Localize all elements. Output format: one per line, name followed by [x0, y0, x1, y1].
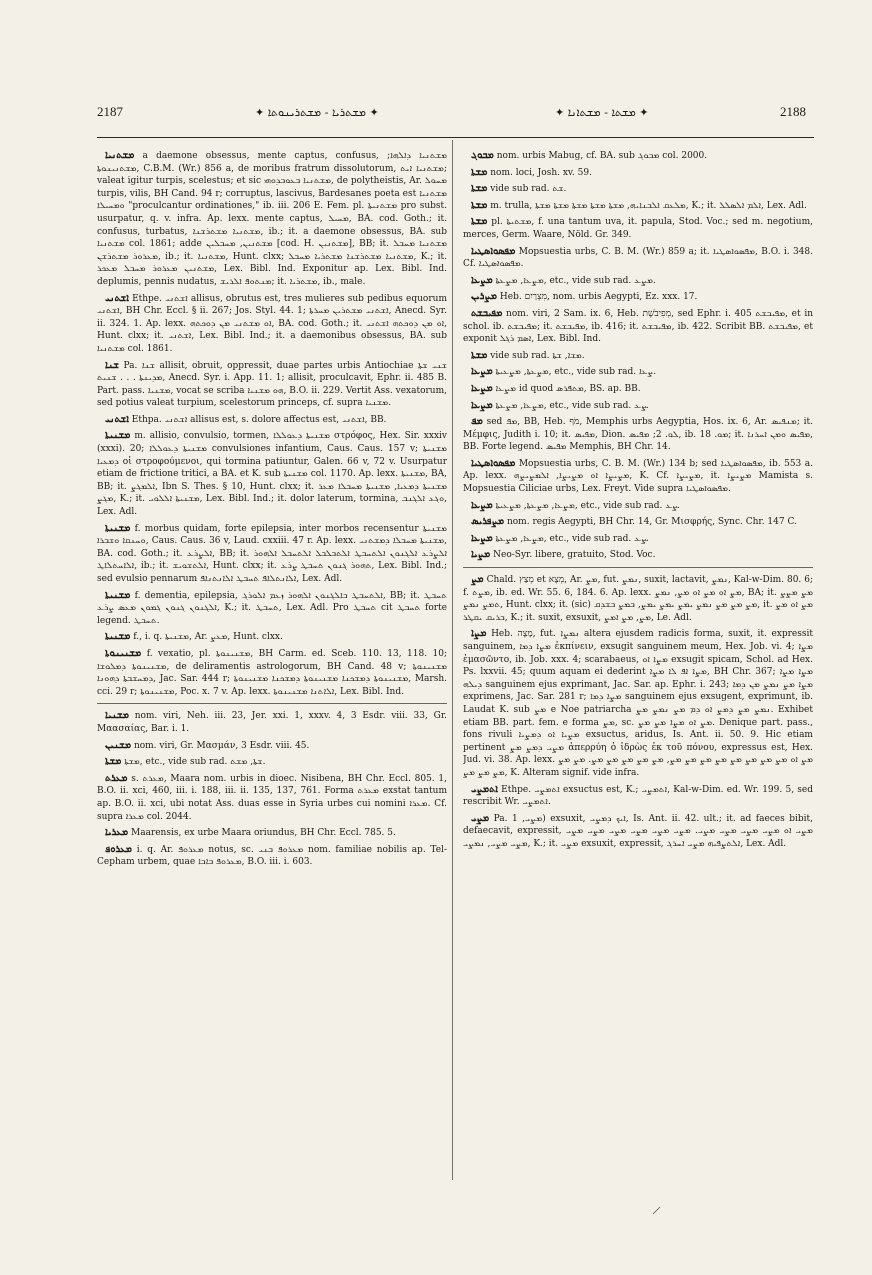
right-running-head: ✦ ܡܫܬܐ - ܡܫܬܐܢܐ ✦	[555, 106, 649, 119]
entry-definition: vide sub rad. ܫܬ.	[490, 184, 567, 195]
entry-definition: ܡܨܥܐ, ܡܨܥܬܐ, etc., vide sub rad. ܡܨܥ.	[495, 275, 656, 286]
dictionary-entry	[463, 500, 813, 513]
entry-headword: ܡܫܢܝܬܐ	[105, 589, 131, 601]
dictionary-entry	[463, 246, 813, 271]
dictionary-entry	[463, 574, 813, 624]
entry-definition: Ethpe. ܐܬܡܨܝ exsuctus est, K.; ܐܬܡܨܝ, Kal-w-Dim. ed. Wr. 199. 5, sed rescribit Wr. ܐܬܡܨܝ.	[463, 784, 813, 808]
dictionary-entry	[97, 631, 447, 644]
dictionary-entry	[463, 383, 813, 396]
entry-headword: ܡܨܝ	[471, 812, 490, 824]
entry-headword: ܡܫܢܝܢܘܬܐ	[105, 647, 142, 659]
entry-definition: ܡܨܥܐ, ܡܨܥܬܐ, etc., vide sub rad. ܨܥ.	[495, 400, 649, 411]
entry-definition: nom. regis Aegypti, BH Chr. 14, Gr. Μισφρής, Sync. Chr. 147 C.	[506, 517, 797, 528]
left-page-number: 2187	[97, 104, 123, 119]
dictionary-entry	[463, 533, 813, 546]
entry-headword: ܡܨܥܐ	[471, 274, 493, 286]
dictionary-entry	[463, 416, 813, 454]
entry-headword: ܡܫܢܝܬܐ	[105, 430, 131, 442]
entry-headword: ܐܫܬܢܝ	[105, 413, 129, 425]
dictionary-entry	[463, 275, 813, 288]
entry-definition: nom. urbis Mabug, cf. BA. sub ܡܒܘܓ col. 2000.	[496, 151, 708, 161]
entry-definition: Mopsuestia urbs, C. B. M. (Wr.) 134 b; sed ܡܦܣܘܐܣܛܝܐ, ib. 553 a. Ap. lexx. ܡܨܝܨܐ ܐܘ ܡܨܝܨܐ, ܐܠܡܨܝܨܗ, K. Cf. ܡܨܝܨܐ, it. ܡܨܝܨܐ Mamista s. Mopsuestia Ciliciae urbs, Lex. Freyt. Vide supra ܡܦܣܘܐܣܛܝܐ.	[463, 458, 813, 495]
entry-headword: ܐܬܡܨܝ	[471, 783, 498, 795]
entry-headword: ܫܢܐ	[105, 359, 119, 371]
entry-definition: m. allisio, convulsio, tormen, ܡܫܢܝܬܐ ܕܥܘܠܠܐ στρόφος, Hex. Sir. xxxiv (xxxi). 20; ܡܫܢܝܬܐ ܕܥܘܠܠܐ convulsiones infantium, Caus. Caus. 157 v; ܡܫܢܝܬܐ ܕܡܥܝܐ οἱ στροφούμενοι, qui tormina patiuntur, Galen. 66 v, 72 v. Usurpatur etiam de frictione tritici, a BA. et K. sub ܡܫܢܝܬܐ col. 1170. Ap. lexx. ܡܫܢܝܬܐ, BA, BB; it. ܐܠܡܓܨ, Ibn S. Thes. § 10, Hunt. clxx; it. ܡܫܢܝܬܐ ܕܡܥܝܐ, ܡܫܢܝܬܐ ܡܚܒܠܐ ܡܥܪ ܡܓܨ, K.; it. ܡܫܢܝܬܐ ܐܠܠܘܝ, Lex. Bibl. Ind.; it. dolor laterum, tormina, ܘܓܥ ܐܠܓܢܒ, Lex. Adl.	[97, 431, 447, 518]
dictionary-entry	[97, 648, 447, 698]
right-column	[463, 150, 813, 1180]
dictionary-entry	[97, 150, 447, 289]
entry-headword: ܡܨܥܐ	[471, 382, 493, 394]
dictionary-entry	[463, 458, 813, 496]
dictionary-entry	[463, 350, 813, 363]
entry-headword: ܡܫܢܝܬܐ	[105, 522, 131, 534]
entry-headword: ܡܦ	[471, 416, 483, 428]
dictionary-entry	[97, 360, 447, 410]
entry-definition: Ethpe. ܐܫܬܢܝ allisus, obrutus est, tres mulieres sub pedibus equorum ܐܫܬܢܝ, BH Chr. Eccl. § ii. 267; Jos. Styl. 44. 1; ܐܫܬܢܝ ܡܫܬܪܝܢ ܡܚܪܬܐ, Anecd. Syr. ii. 324. 1. Ap. lexx. ܐܘ ܡܫܬܢܝ ܡܢ ܕܘܟܬܗ, BA. cod. Goth.; it. ܐܘ ܡܢ ܕܘܟܬܗ ܐܫܬܢܝ, Hunt. clxx; it. ܐܫܬܢܝ, Lex. Bibl. Ind.; it. a daemonibus obsessus, BA. sub ܡܫܬܢܝܐ col. 1861.	[97, 293, 447, 354]
entry-headword: ܡܨܥܐ	[471, 499, 493, 511]
entry-headword: ܡܨܐ	[471, 628, 487, 640]
entry-headword: ܡܨܝܐ	[471, 549, 491, 561]
entry-definition: Chald. מְצַץ et מְצָא, Ar. ܡܨ, fut. ܢܡܨ, suxit, lactavit, ܢܡܨ, Kal-w-Dim. 80. 6; f. ܡܨܬ, ib. ed. Wr. 55. 6, 184. 6. Ap. lexx. ܡܨ ܐܘ ܡܨ ܐܘ ܡܨ, ܢܡܨ, BA; it. ܡܨ ܡܨܨ ܬܡܨ ܢܡܨ, Hunt. clxx; it. (sic) ܡܨ ܡܨ ܡܨ ܢܡܨ ܝܡܨ ܝܡܨ ܝܡܨ, ܒܡܨ ܒܫܕܩ, it. ܡܨ ܐܘ ܡܨ ܒܪܝܩ ܝܩܛܪ, K.; it. suxit, exsuxit, ܡܨ, ܡܨ ܐܡܨ, Le. Adl.	[463, 575, 813, 623]
entry-headword: ܡܫܬܢܝܐ	[105, 150, 135, 161]
column-divider	[452, 140, 453, 1180]
entry-headword: ܡܨܥܐ	[471, 532, 493, 544]
right-page-number: 2188	[780, 104, 806, 119]
entry-definition: nom. viri, 2 Sam. ix. 6, Heb. מְפִיבֹשֶׁת, sed Ephr. i. 405 ܡܦܝܒܫܬ, et in schol. ib. ܡܦܝܒܫܬ; it. ܡܦܝܒܫܬ, ib. 416; it. ܡܦܝܒܫܬ, ib. 422. Scribit BB. ܡܦܝܒܫܬ, et exponit ܐܣܡ ܪܓܠ, Lex. Bibl. Ind.	[463, 308, 813, 345]
entry-headword: ܡܨܥܐ	[471, 366, 493, 378]
entry-definition: f. dementia, epilepsia, ܐܠܬܚܒܛ ܒܐܠܓܢܘܢ ܐܠܗܘܪ ܙܥܡ ܐܠܘܪܓ, BB; it. ܬܚܒܛ ܐܠܓܢܘܢ ܓܢܘܢ ܓܡܘܢ ܡܥܣ ܨܪܥ, K.; it. ܬܚܒܛ, Lex. Adl. Pro ܬܚܒܛ cit ܬܚܒܛ forte legend. ܬܚܒܛ.	[97, 590, 447, 626]
entry-definition: Heb. מִצְרַיִם, nom. urbis Aegypti, Ez. xxx. 17.	[499, 292, 698, 303]
dictionary-entry	[463, 366, 813, 379]
entry-headword: ܡܒܘܓ	[471, 150, 494, 161]
entry-headword: ܡܦܣܘܐܣܛܝܐ	[471, 457, 516, 469]
entry-definition: nom. loci, Josh. xv. 59.	[490, 167, 592, 178]
entry-definition: i. q. Ar. ܡܥܪܘܦ notus, sc. ܡܥܪܘܦ ܒܢܝ nom. familiae nobilis ap. Tel-Cepham urbem, quae ܡܥܪܘܦ ܒܐܒܐ, B.O. iii. i. 603.	[97, 844, 447, 868]
entry-definition: pl. ܡܫܬܝܬܐ, f. una tantum uva, it. papula, Stod. Voc.; sed m. negotium, merces, Germ. Waare, Nöld. Gr. 349.	[463, 217, 813, 240]
entry-headword: ܡܨ	[471, 574, 484, 586]
dictionary-entry	[97, 773, 447, 823]
entry-headword: ܡܥܪܘܦ	[105, 843, 132, 855]
entry-definition: f. morbus quidam, forte epilepsia, inter morbos recensentur ܡܫܢܝܬܐ ܘܚܢܩܐ ܘܫܒܪܐ, Caus. Caus. 36 v, Laud. cxxiii. 47 r. Ap. lexx. ܡܫܢܝܬܐ ܡܚܒܠܐ ܕܡܫܬܢܝ, BA. cod. Goth.; it. ܐܠܨܪܥ, BB; it. ܐܠܨܪܥ ܐܠܓܢܘܢ ܐܠܬܚܒܛ ܐܠܬܒܠܒܠ ܐܠܬܚܒܠ ܐܠܗܘܪ ܐܠܐܚܬܠܐܛ, ib.; it. ܐܠܬܫܘܝܫ, Hunt. clxx; it. ܬܗܘܪ ܓܢܘܢ ܬܚܒܛ ܨܪܥ, Lex. Bibl. Ind.; sed evulsio pennarum ܐܠܐܢܬܠܐܦ ܬܚܒܛ ܐܠܐܢܬܢܐܦ, Lex. Adl.	[97, 523, 447, 584]
entry-definition: ܡܨܥܐ, ܡܨܥܬܐ, ܡܨܥܝܬܐ, etc., vide sub rad. ܨܥ.	[495, 500, 680, 511]
entry-definition: Ethpa. ܐܫܬܢܝ allisus est, s. dolore affectus est, ܐܫܬܢܝ, BB.	[131, 414, 387, 425]
header-rule	[97, 137, 814, 138]
entry-definition: ܡܨܥܐ, ܡܨܥܬܐ, etc., vide sub rad. ܨܥ.	[495, 533, 649, 544]
entry-headword: ܡܫܢܝܬܐ	[105, 631, 131, 643]
dictionary-entry	[463, 813, 813, 851]
entry-definition: Neo-Syr. libere, gratuito, Stod. Voc.	[493, 550, 656, 561]
dictionary-entry	[463, 516, 813, 529]
dictionary-entry	[97, 740, 447, 753]
entry-definition: vide sub rad. ܡܫܐ, ܫܬܐ.	[490, 350, 585, 361]
dictionary-entry	[463, 400, 813, 413]
entry-definition: ܡܨܥܬܐ, ܡܨܥܝܬܐ, etc., vide sub rad. ܨܥܐ.	[495, 367, 657, 378]
dictionary-entry	[97, 523, 447, 586]
section-separator	[463, 567, 813, 568]
dictionary-entry	[463, 183, 813, 196]
entry-headword: ܡܨܪܝܢ	[471, 291, 498, 303]
dictionary-entry	[463, 784, 813, 809]
dictionary-entry	[463, 308, 813, 346]
pencil-mark-icon	[652, 1205, 662, 1215]
dictionary-entry	[463, 200, 813, 213]
section-separator	[97, 703, 447, 704]
dictionary-entry	[97, 710, 447, 735]
entry-headword: ܡܨܦܪܝܣ	[471, 516, 505, 528]
dictionary-entry	[463, 549, 813, 562]
entry-definition: m. trulla, ܡܠܥܩ ܐܠܒܢܐܝܗ, ܡܫܬܐ ܡܫܬܐ ܡܫܬܐ ܡܫܬܐ ܡܫܬܐ, K.; it. ܐܠܡ ܐܠܣܠܠ, Lex. Adl.	[490, 200, 807, 211]
left-column	[97, 150, 447, 1180]
dictionary-entry	[463, 150, 813, 163]
entry-headword: ܡܫܬܐ	[471, 349, 488, 361]
entry-headword: ܡܫܢܝܢ	[105, 739, 132, 751]
entry-definition: Pa. ܫܢܐ allisit, obruit, oppressit, duae partes urbis Antiochiae ܫܢܝ ܫܬܐ ܡܕܝܢܬܐ . . . ܫܢܝܬ, Anecd. Syr. i. App. 11. 1; allisit, proculcavit, Ephr. ii. 485 B. Part. pass. ܡܫܢܝܐ, vocat se scriba ܗܘ ܡܫܢܝܐ, B.O. ii. 229. Vertit Ass. vexatorum, sed potius valeat turpium, scelestorum princeps, cf. supra ܡܫܢܝܐ.	[97, 360, 447, 409]
entry-definition: ܡܫܬܐ, etc., vide sub rad. ܫܬܐ, ܡܫܬ.	[124, 757, 266, 768]
dictionary-entry	[97, 293, 447, 356]
entry-definition: sed ܡܦ, BB, Heb. מֹף, Memphis urbs Aegyptia, Hos. ix. 6, Ar. ܡܢܦܝܣ; it. Μέμφις, Judith i. 10; it. ܡܦܝܣ, Dion. ܠܘ. 2; ܡܦܝܣ, ib. ܡܘ. 18; it. ܡܦܝܣ ܘܡܢ ܐܚܪܢܐ, BB. Forte legend. ܡܦܝܣ Memphis, BH Chr. 14.	[463, 417, 813, 453]
entry-headword: ܡܫܬܐ	[471, 166, 488, 178]
entry-definition: Maarensis, ex urbe Maara oriundus, BH Chr. Eccl. 785. 5.	[130, 828, 396, 839]
entry-headword: ܡܦܣܘܐܣܛܝܐ	[471, 245, 516, 257]
entry-definition: ܡܨܥܐ id quod ܡܬܦܪܣ, BS. ap. BB.	[495, 383, 641, 394]
entry-definition: f., i. q. ܡܫܢܝܬܐ, Ar. ܡܥܨ, Hunt. clxx.	[133, 632, 283, 643]
entry-headword: ܐܫܬܢܝ	[105, 292, 129, 304]
entry-headword: ܡܥܪܬ	[105, 772, 128, 784]
dictionary-entry	[97, 756, 447, 769]
dictionary-entry	[97, 827, 447, 840]
entry-definition: Mopsuestia urbs, C. B. M. (Wr.) 859 a; it. ܡܦܣܘܐܣܛܝܐ, B.O. i. 348. Cf. ܡܦܣܘܐܣܛܝܐ.	[463, 246, 813, 270]
entry-definition: nom. viri, Gr. Μασμάν, 3 Esdr. viii. 45.	[133, 740, 310, 751]
entry-definition: f. vexatio, pl. ܡܫܢܝܢܘܬܐ, BH Carm. ed. Sceb. 110. 13, 118. 10; ܡܫܢܝܢܘܬܐ ܕܡܠܘܫܐ, de deliramentis astrologorum, BH Cand. 48 v; ܡܫܢܝܢܘܬܐ ܕܡܚܫܒܬܐ ܕܗܘܢܐ, Jac. Sar. 444 r; ܡܫܢܝܢܘܬܐ ܕܡܫܟܢܐ ܡܫܢܝܢܘܬܐ ܕܡܫܟܢܐ ܡܫܢܝܢܘܬܐ, Marsh. cci. 29 r; ܡܫܢܝܢܘܬܐ, Poc. x. 7 v. Ap. lexx. ܐܠܐܬܢܐ ܡܫܢܝܢܘܬܐ, Lex. Bibl. Ind.	[97, 648, 447, 697]
entry-headword: ܡܫܬܐ	[471, 183, 488, 195]
entry-headword: ܡܨܥܐ	[471, 399, 493, 411]
dictionary-entry	[97, 844, 447, 869]
entry-headword: ܡܥܪܝܐ	[105, 827, 129, 839]
entry-headword: ܡܫܬܐ	[471, 199, 488, 211]
dictionary-entry	[463, 291, 813, 304]
entry-definition: Heb. מָצָה, fut. ܢܡܨܐ altera ejusdem radicis forma, suxit, it. expressit sanguinem, ܡܨܐ ܕܡܐ ἐκπίνειν, exsugit sanguinem meum, Hex. Job. vi. 4; ܡܨܐ ἐμασῶντο, ib. Job. xxx. 4; scarabaeus, ܡܨܐ ܐܘ exsugit spicam, Schol. ad Hex. Ps. lxxvii. 45; quum aquam ei dederint ܡܨܐ ܐܦ ܠܐ ܡܨܐ, BH Chr. 367; ܡܨܐ ܡܨܐ ܕܝܠܗ sanguinem ejus exprimant, Jac. Sar. ap. Ephr. i. 243; ܡܨܐ ܡܨ ܢܡܨ ܡܢ ܕܡܐ exprimens, Jac. Sar. 281 r; ܡܨܐ ܕܡܐ sanguinem ejus exsugent, exprimunt, ib. Laudat K. sub ܡܨ e Noe patriarcha ܢܡܨ ܡܨ ܕܡܨ ܐܘ ܕܡ ܡܨ ܢܡܨ ܡܨ. Exhibet etiam BB. part. fem. e forma ܡܨ, sc. ܡܨ ܐܘ ܡܨܐ ܡܨ ܡܨ. Denique part. pass., fons rivuli ܡܨܝܐ ܐܘ ܕܡܨܝܐ exsuctus, aridus, Is. Ant. ii. 50. 9. Hic etiam pertinent ܡܨܝ ܕܡܨ ܡܨ ἀπερρύη ὁ ἱδρὼς ἐκ τοῦ πόνου, expressus est, Hex. Jud. vi. 38. Ap. lexx. ܡܨ ܐܘ ܡܨ ܡܨ ܡܨ ܡܨ ܡܨ ܡܨ ܡܨ ܡܨ, ܡܨ ܡܨ ܡܨ ܡܨ ܡܨ. ܡܨ ܡܨ ܡܨ ܡܨ ܡܨ, K. Alteram signif. vide infra.	[463, 629, 813, 778]
entry-headword: ܡܫܬܐ	[471, 216, 488, 228]
entry-definition: a daemone obsessus, mente captus, confusus, ܡܫܬܢܝܐ ܕܐܠܗܐ; ܡܫܬܢܝܢܘܬܐ, C.B.M. (Wr.) 856 a, de moribus fratrum dissolutorum, ܡܫܬܢܝܐ ܐܝܬ; valeat igitur turpis, scelestus; et sic ܡܫܬܢܝܐ ܒܥܘܒܕܘܗܝ, de polytheistis, Ar. ܡܚܘܠ turpis, vilis, BH Cand. 94 r; corruptus, lascivus, Bardesanes poeta est ܡܫܬܢܝܐ ܘܡܚܝܠܐ "proculcantur ordinationes," ib. iii. 206 E. Fem. pl. ܡܫܬܢܝܬܐ pro subst. usurpatur, q. v. infra. Ap. lexx. mente captus, ܡܚܝܠ, BA. cod. Goth.; it. confusus, turbatus, ܡܫܬܢܝܐ ܡܫܬܪܫܢܐ, ib.; it. a daemone obsessus, BA. sub ܡܫܬܢܝܐ col. 1861; adde ܡܫܬܢܝܢ, ܡܚܒܠܝܢ [cod. H. ܡܫܬܢܝܢ], BB; it. ܡܫܬܢܝܐ ܡܚܒܠ ܡܥܪܘܪ ܡܫܬܪܫܢ, ib.; it. ܡܫܬܢܝܐ, Hunt. clxx; ܡܫܬܢܝܐ ܡܫܬܪܫܢܐ ܡܫܬܪܝܐ ܡܚܒܠ, K.; it. ܡܫܬܢܝܢ ܡܥܪܘܪ ܡܚܒܠ ܡܥܟܪ, Lex. Bibl. Ind. Exponitur ap. Lex. Bibl. Ind. deplumis, pennis nudatus, ܡܢܬܘܦ ܐܠܪܝܫ; it. ܡܫܬܪܝܐ, ib., male.	[97, 151, 447, 287]
dictionary-entry	[97, 590, 447, 628]
entry-definition: Pa. ܡܨܝ, 1) exsuxit, ܐܝܟ ܕܡܨܝ, Is. Ant. ii. 42. ult.; it. ad faeces bibit, defaecavit, expressit, ܡܨܝ ܐܘ ܡܨܝ ܡܨܝ ܡܨܝ ܡܨܝ. ܡܨܝ ܡܨܝ ܡܨܝ ܡܨܝ ܡܨܝ ܡܨܝ ܡܨܝ ܡܨܝ, ܢܡܨܝ, K.; it. ܡܨܝ exsuxit, expressit, ܐܠܬܨܦܝܗ ܡܨܝ ܐܚܪܓ, Lex. Adl.	[463, 813, 813, 849]
entry-headword: ܡܫܢܝܐ	[105, 710, 129, 722]
dictionary-entry	[463, 216, 813, 241]
left-running-head: ✦ ܡܫܬܪܝܐ - ܡܫܬܪܝܢܘܬܐ ✦	[255, 106, 379, 119]
entry-headword: ܡܫܬܐ	[105, 756, 122, 768]
entry-definition: nom. viri, Neh. iii. 23, Jer. xxi. 1, xxxv. 4, 3 Esdr. viii. 33, Gr. Μαασαίας, Bar. i. 1.	[97, 711, 447, 734]
dictionary-entry	[97, 414, 447, 427]
dictionary-entry	[463, 167, 813, 180]
dictionary-entry	[97, 430, 447, 518]
dictionary-entry	[463, 628, 813, 779]
entry-headword: ܡܦܝܒܫܬ	[471, 307, 503, 319]
entry-definition: s. ܡܥܪܬ, Maara nom. urbis in dioec. Nisibena, BH Chr. Eccl. 805. 1, B.O. ii. xci, 460, iii. i. 188, iii. ii. 135, 137, 761. Forma ܡܥܪܬ exstat tantum ap. B.O. ii. xci, ubi notat Ass. duas esse in Syria urbes cui nomini ܡܥܪܐ. Cf. supra ܡܥܪܐ col. 2044.	[97, 773, 447, 822]
